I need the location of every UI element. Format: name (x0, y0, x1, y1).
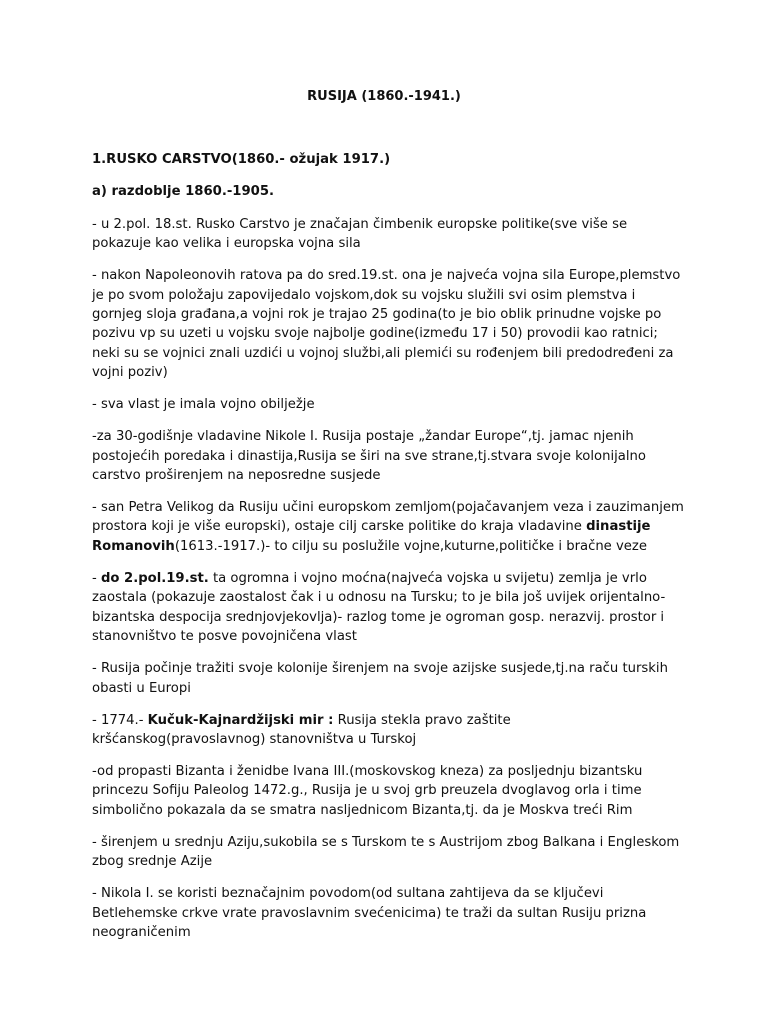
paragraph-1: - u 2.pol. 18.st. Rusko Carstvo je značajan čimbenik europske politike(sve više se pokazuje kao velika i europska vojna sila (92, 216, 628, 252)
section-heading: 1.RUSKO CARSTVO(1860.- ožujak 1917.) (92, 152, 391, 167)
paragraph-8-text-end: Rusija stekla pravo zaštite kršćanskog(pravoslavnog) stanovništva u Turskoj (92, 712, 511, 747)
paragraph-6-bold: do 2.pol.19.st. (100, 570, 209, 586)
subsection-heading: a) razdoblje 1860.-1905. (92, 184, 275, 200)
paragraph-11: - Nikola I. se koristi beznačajnim povodom(od sultana zahtijeva da se ključevi Betlehemske crkve vrate pravoslavnim svećenicima) te traži da sultan Rusiju prizna neograničenim (92, 886, 647, 940)
paragraph-8 (92, 711, 684, 750)
paragraph-6 (92, 569, 684, 647)
paragraph-2: - nakon Napoleonovih ratova pa do sred.19.st. ona je najveća vojna sila Europe,plemstvo je po svom položaju zapovijedalo vojskom,dok su vojsku služili svi osim plemstva i gornjeg sloja građana,a vojni rok je trajao 25 godina(to je bio oblik prinudne vojske po pozivu vp su uzeti u vojsku svoje najbolje godine(između 17 i 50) provodii kao ratnici; neki su se vojnici znali uzdići u vojnoj službi,ali plemići su rođenjem bili predodređeni za vojni poziv) (92, 268, 681, 381)
paragraph-5-text-end: (1613.-1917.)- to cilju su poslužile vojne,kuturne,političke i bračne veze (174, 538, 647, 554)
document-body (92, 150, 684, 955)
paragraph-4: -za 30-godišnje vladavine Nikole I. Rusija postaje „žandar Europe“,tj. jamac njenih postojećih poredaka i dinastija,Rusija se širi na sve strane,tj.stvara svoje kolonijalno carstvo proširenjem na neposredne susjede (92, 429, 646, 484)
paragraph-9: -od propasti Bizanta i ženidbe Ivana III.(moskovskog kneza) za posljednju bizantsku princezu Sofiju Paleolog 1472.g., Rusija je u svoj grb preuzela dvoglavog orla i time simbolično pokazala da se smatra nasljednicom Bizanta,tj. da je Moskva treći Rim (92, 763, 643, 818)
paragraph-3: - sva vlast je imala vojno obilježje (92, 397, 315, 413)
paragraph-5 (92, 498, 684, 556)
paragraph-10: - širenjem u srednju Aziju,sukobila se s Turskom te s Austrijom zbog Balkana i Engleskom zbog srednje Azije (92, 834, 680, 870)
paragraph-8-text: - 1774.- (92, 712, 148, 728)
paragraph-6-text: - (92, 570, 101, 586)
paragraph-6-text-end: ta ogromna i vojno moćna(najveća vojska u svijetu) zemlja je vrlo zaostala (pokazuje zaostalost čak i u odnosu na Tursku; to je bila još uvijek orijentalno-bizantska despocija srednjovjekovlja)- razlog tome je ogroman gosp. nerazvij. prostor i stanovništvo te posve povojničena vlast (92, 570, 666, 645)
document-title: RUSIJA (1860.-1941.) (307, 89, 461, 104)
paragraph-8-bold: Kučuk-Kajnardžijski mir : (147, 712, 334, 728)
paragraph-5-text: - san Petra Velikog da Rusiju učini europskom zemljom(pojačavanjem veza i zauzimanjem prostora koji je više europski), ostaje cilj carske politike do kraja vladavine (92, 500, 684, 535)
paragraph-5-bold: dinastije Romanovih (92, 519, 651, 554)
paragraph-7: - Rusija počinje tražiti svoje kolonije širenjem na svoje azijske susjede,tj.na raču turskih obasti u Europi (92, 661, 668, 696)
